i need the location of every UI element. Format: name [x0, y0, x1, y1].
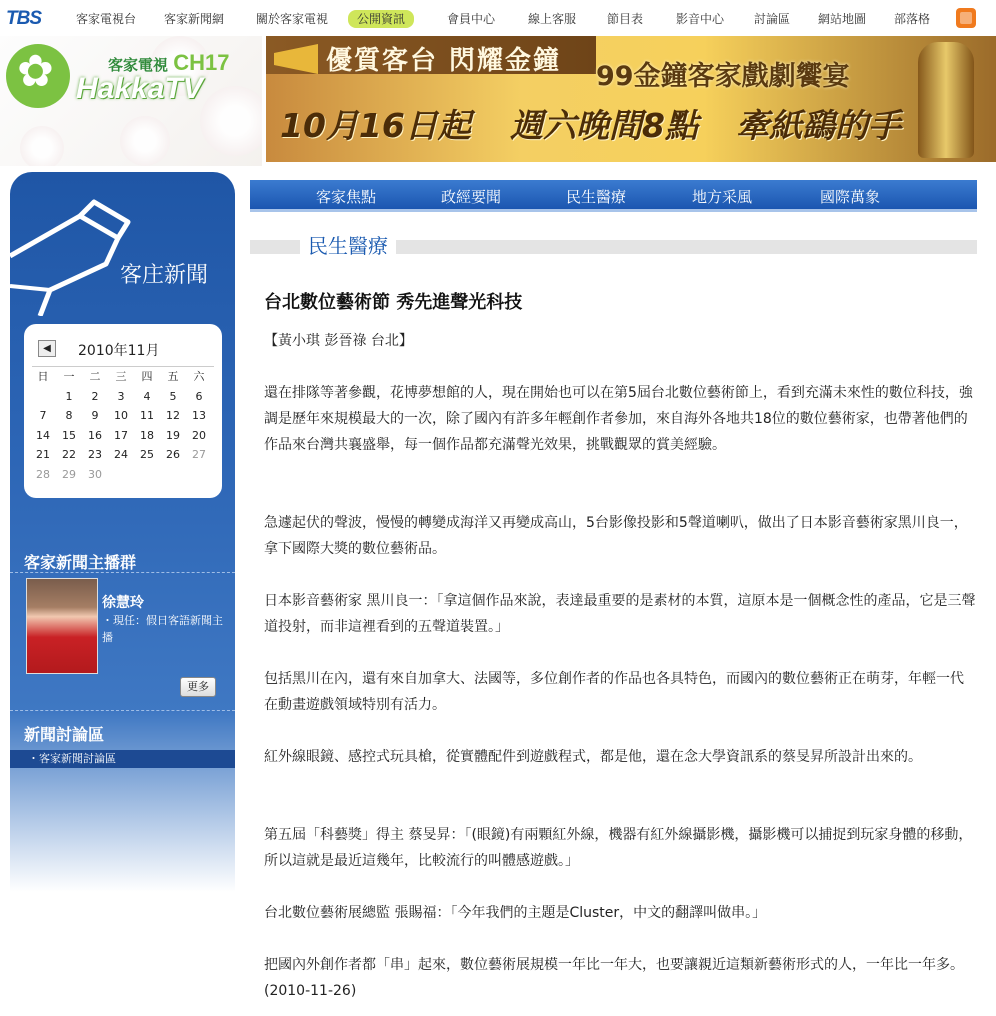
calendar-day[interactable]: 14 — [36, 428, 50, 442]
calendar-day[interactable]: 28 — [36, 468, 50, 481]
calendar-day[interactable]: 25 — [140, 448, 154, 462]
calendar-day[interactable]: 1 — [65, 389, 73, 403]
banner-event: 99金鐘客家戲劇饗宴 — [596, 61, 850, 92]
article-paragraph: 把國內外創作者都「串」起來，數位藝術展規模一年比一年大，也要讓親近這類新藝術形式的人，一年比一年多。 (2010-11-26) — [264, 957, 964, 999]
tbs-logo[interactable]: TBS — [6, 8, 41, 29]
article-title: 台北數位藝術節 秀先進聲光科技 — [264, 292, 523, 313]
calendar-prev-month-button[interactable]: ◀ — [38, 340, 56, 357]
top-nav-item-sitemap[interactable]: 網站地圖 — [818, 12, 867, 26]
calendar-day[interactable]: 19 — [166, 428, 180, 442]
calendar-day[interactable]: 21 — [36, 448, 50, 462]
calendar-weekday: 日 — [37, 370, 49, 383]
calendar-divider — [32, 366, 214, 367]
banner-time: 週六晚間8點 — [510, 106, 698, 145]
calendar-weekday: 二 — [89, 370, 101, 383]
sidebar-divider — [10, 572, 235, 573]
calendar-day[interactable]: 10 — [114, 409, 128, 423]
calendar-day[interactable]: 15 — [62, 428, 76, 442]
sidebar-title: 客庄新聞 — [120, 263, 209, 288]
site-logo-area[interactable] — [0, 36, 262, 166]
calendar-day[interactable]: 26 — [166, 448, 180, 462]
article-byline: 【黃小琪 彭晉祿 台北】 — [264, 333, 413, 349]
calendar-day[interactable]: 22 — [62, 448, 76, 462]
article-paragraph: 台北數位藝術展總監 張賜福：「今年我們的主題是Cluster，中文的翻譯叫做串。」 — [264, 905, 767, 921]
section-title: 民生醫療 — [300, 230, 396, 259]
article-paragraph: 紅外線眼鏡、感控式玩具槍，從實體配件到遊戲程式，都是他，還在念大學資訊系的蔡旻昇所設計出來的。 — [264, 749, 922, 765]
rss-icon[interactable] — [956, 8, 976, 28]
hakka-flower-logo-icon — [6, 44, 70, 108]
calendar-weekday: 一 — [63, 370, 75, 383]
calendar-day[interactable]: 20 — [192, 428, 206, 442]
top-nav-item-blog[interactable]: 部落格 — [894, 12, 931, 26]
promo-banner[interactable] — [266, 36, 996, 162]
calendar-day[interactable]: 3 — [117, 389, 125, 403]
calendar-day[interactable]: 30 — [88, 468, 102, 481]
calendar-day[interactable]: 5 — [169, 389, 177, 403]
top-nav-item-news-network[interactable]: 客家新聞網 — [164, 12, 225, 26]
article-paragraph: 日本影音藝術家 黑川良一：「拿這個作品來說，表達最重要的是素材的本質，這原本是一個概念性的產品，它是三聲道投射，而非這裡看到的五聲道裝置。」 — [264, 593, 976, 635]
article-paragraph: 還在排隊等著參觀，花博夢想館的人，現在開始也可以在第5屆台北數位藝術節上，看到充滿未來性的數位科技，強調是歷年來規模最大的一次，除了國內有許多年輕創作者參加，來自海外各地共18位的數位藝術家，也帶著他們的作品來台灣共襄盛舉，每一個作品都充滿聲光效果，挑戰觀眾的賞美經驗。 — [264, 385, 973, 453]
calendar-day[interactable]: 2 — [91, 389, 99, 403]
anchor-description: ・現任：假日客語新聞主播 — [102, 614, 223, 644]
channel-label: 客家電視 CH17 — [108, 50, 230, 75]
more-anchors-button[interactable]: 更多 — [180, 677, 216, 697]
calendar-day[interactable]: 27 — [192, 448, 206, 462]
blossom-decoration — [200, 86, 262, 156]
calendar-day[interactable]: 17 — [114, 428, 128, 442]
calendar-day[interactable]: 12 — [166, 409, 180, 423]
blossom-decoration — [20, 126, 64, 166]
calendar-day[interactable]: 8 — [65, 409, 73, 423]
calendar-day[interactable]: 29 — [62, 468, 76, 481]
category-tab-politics[interactable]: 政經要聞 — [441, 188, 502, 206]
anchor-photo[interactable] — [26, 578, 98, 674]
calendar-weekday: 三 — [115, 370, 127, 383]
trophy-icon — [918, 42, 974, 158]
top-nav-item-support[interactable]: 線上客服 — [528, 12, 577, 26]
top-nav-item-media[interactable]: 影音中心 — [676, 12, 725, 26]
left-sidebar — [10, 172, 235, 892]
calendar-weekday: 六 — [193, 370, 205, 383]
anchors-section-title: 客家新聞主播群 — [24, 553, 137, 572]
top-nav-item-schedule[interactable]: 節目表 — [607, 12, 644, 26]
top-bar — [0, 0, 996, 36]
article-paragraph: 急遽起伏的聲波，慢慢的轉變成海洋又再變成高山，5台影像投影和5聲道喇叭，做出了日本影音藝術家黑川良一，拿下國際大獎的數位藝術品。 — [264, 515, 968, 557]
anchor-name[interactable]: 徐慧玲 — [102, 595, 144, 611]
channel-number: CH17 — [173, 50, 230, 75]
blossom-decoration — [120, 116, 170, 166]
banner-show: 牽紙鷂的手 — [736, 106, 901, 145]
calendar-day[interactable]: 18 — [140, 428, 154, 442]
top-nav-item-forum[interactable]: 討論區 — [754, 12, 791, 26]
category-nav — [250, 180, 977, 212]
hakka-tv-logo-text: HakkaTV — [76, 72, 203, 105]
top-nav-item-member[interactable]: 會員中心 — [447, 12, 496, 26]
category-tab-hakka-focus[interactable]: 客家焦點 — [316, 188, 377, 206]
top-nav-item-hakka-tv[interactable]: 客家電視台 — [76, 12, 137, 26]
calendar-weekday: 五 — [167, 370, 179, 383]
calendar-month-label: 2010年11月 — [78, 343, 160, 359]
calendar-day[interactable]: 4 — [143, 389, 151, 403]
calendar-day[interactable]: 23 — [88, 448, 102, 462]
category-tab-local[interactable]: 地方采風 — [692, 188, 753, 206]
calendar-weekday: 四 — [141, 370, 153, 383]
calendar-day[interactable]: 16 — [88, 428, 102, 442]
calendar-day[interactable]: 6 — [195, 389, 203, 403]
calendar — [24, 324, 222, 498]
forum-section-title: 新聞討論區 — [24, 725, 105, 744]
banner-date: 10月16日起 — [280, 106, 471, 145]
calendar-day[interactable]: 7 — [39, 409, 47, 423]
article-paragraph: 第五屆「科藝獎」得主 蔡旻昇：「(眼鏡)有兩顆紅外線，機器有紅外線攝影機，攝影機可以捕捉到玩家身體的移動，所以這就是最近這幾年，比較流行的叫體感遊戲。」 — [264, 827, 973, 869]
top-nav-item-public-info[interactable]: 公開資訊 — [348, 10, 414, 28]
article-paragraph: 包括黑川在內，還有來自加拿大、法國等，多位創作者的作品也各具特色，而國內的數位藝術正在萌芽，年輕一代在動畫遊戲領域特別有活力。 — [264, 671, 964, 713]
top-nav-item-about[interactable]: 關於客家電視 — [256, 12, 329, 26]
category-tab-international[interactable]: 國際萬象 — [820, 188, 881, 206]
calendar-day[interactable]: 11 — [140, 409, 154, 423]
forum-link[interactable]: ・客家新聞討論區 — [10, 750, 235, 768]
banner-slogan: 優質客台 閃耀金鐘 — [326, 46, 562, 76]
sidebar-divider — [10, 710, 235, 711]
calendar-day[interactable]: 9 — [91, 409, 99, 423]
calendar-day[interactable]: 13 — [192, 409, 206, 423]
category-tab-livelihood-health[interactable]: 民生醫療 — [566, 188, 627, 206]
calendar-day[interactable]: 24 — [114, 448, 128, 462]
camera-icon — [10, 186, 140, 316]
